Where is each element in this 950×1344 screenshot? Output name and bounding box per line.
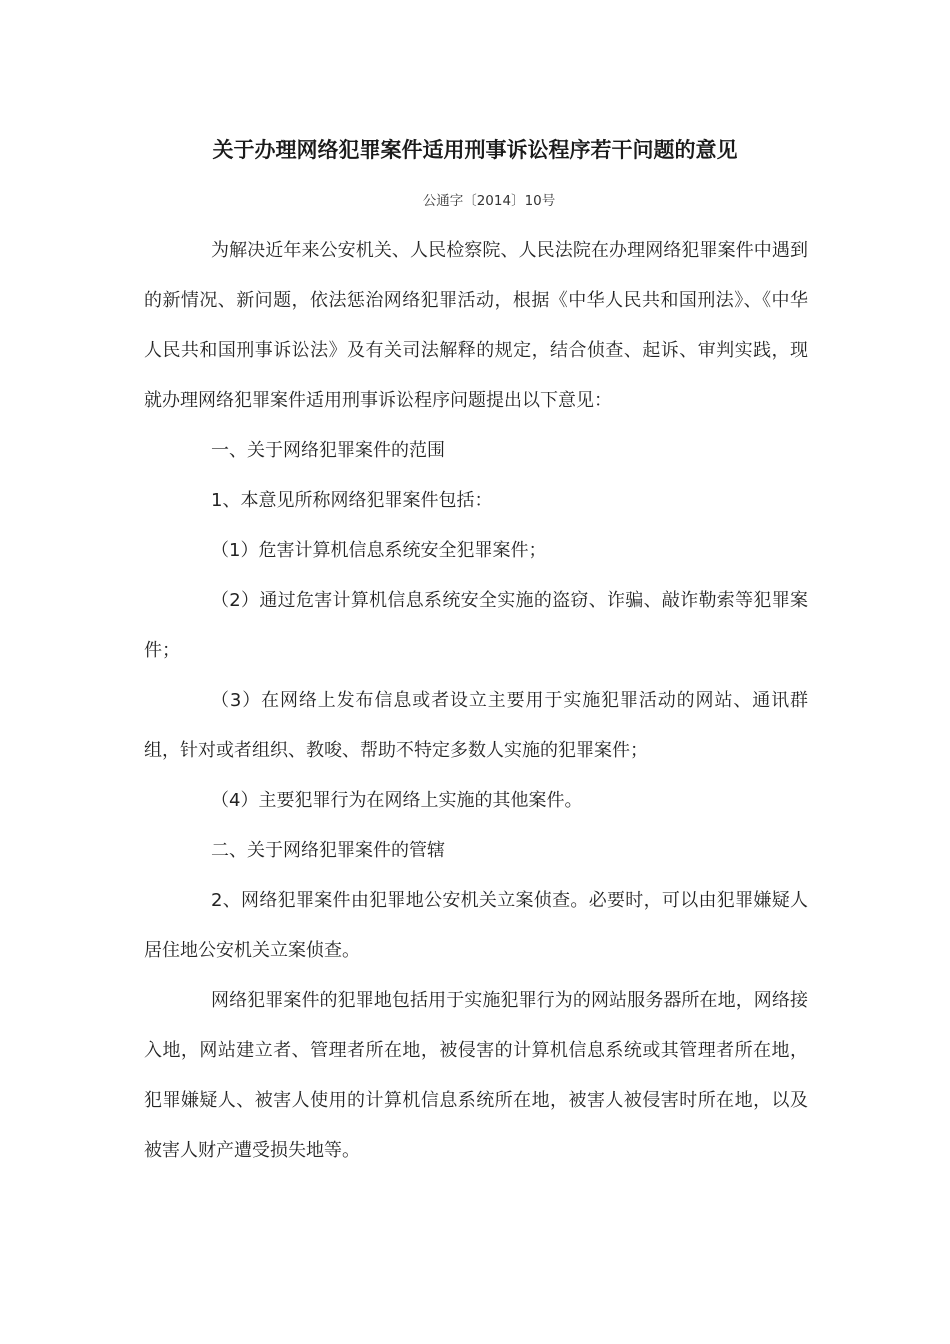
- article-1-item-1: （1）危害计算机信息系统安全犯罪案件；: [211, 540, 547, 561]
- article-2: 2、网络犯罪案件由犯罪地公安机关立案侦查。必要时，可以由犯罪嫌疑人居住地公安机关立案侦查。: [144, 890, 808, 961]
- article-1-item-4: （4）主要犯罪行为在网络上实施的其他案件。: [211, 790, 583, 811]
- document-title: 关于办理网络犯罪案件适用刑事诉讼程序若干问题的意见: [212, 138, 738, 162]
- document-body: [144, 226, 808, 1176]
- article-1-item-2: （2）通过危害计算机信息系统安全实施的盗窃、诈骗、敲诈勒索等犯罪案件；: [144, 590, 808, 661]
- article-1-item-3: （3）在网络上发布信息或者设立主要用于实施犯罪活动的网站、通讯群组，针对或者组织、教唆、帮助不特定多数人实施的犯罪案件；: [144, 690, 808, 761]
- paragraph-preamble: 为解决近年来公安机关、人民检察院、人民法院在办理网络犯罪案件中遇到的新情况、新问题，依法惩治网络犯罪活动，根据《中华人民共和国刑法》、《中华人民共和国刑事诉讼法》及有关司法解释的规定，结合侦查、起诉、审判实践，现就办理网络犯罪案件适用刑事诉讼程序问题提出以下意见：: [144, 240, 808, 411]
- section-heading-scope: 一、关于网络犯罪案件的范围: [211, 440, 445, 461]
- article-1: 1、本意见所称网络犯罪案件包括：: [211, 490, 493, 511]
- section-heading-jurisdiction: 二、关于网络犯罪案件的管辖: [211, 840, 445, 861]
- document-number: 公通字〔2014〕10号: [422, 193, 556, 209]
- article-2-crime-location: 网络犯罪案件的犯罪地包括用于实施犯罪行为的网站服务器所在地，网络接入地，网站建立者、管理者所在地，被侵害的计算机信息系统或其管理者所在地，犯罪嫌疑人、被害人使用的计算机信息系统所在地，被害人被侵害时所在地，以及被害人财产遭受损失地等。: [144, 990, 808, 1161]
